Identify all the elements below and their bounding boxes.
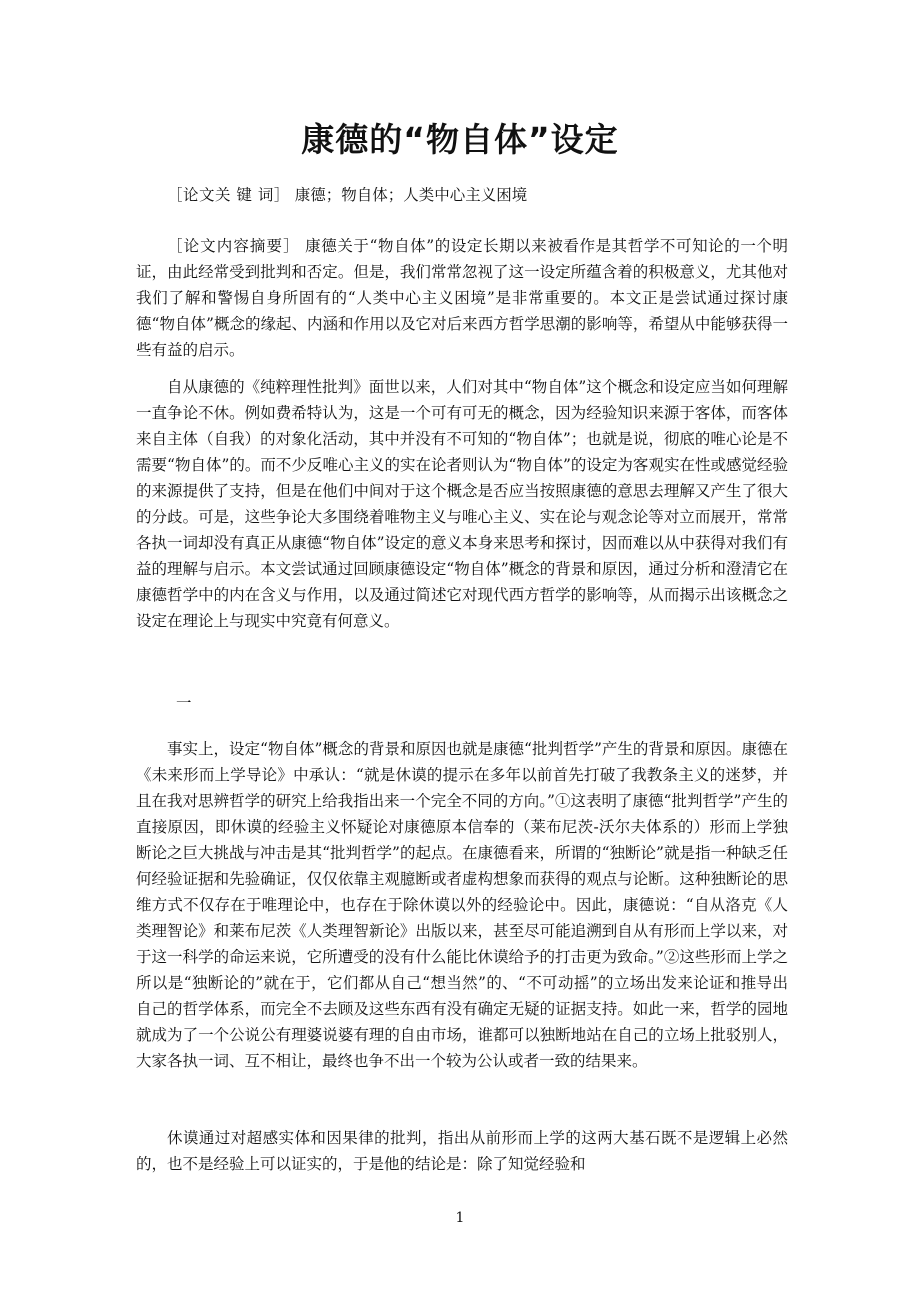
abstract-text: 康德关于“物自体”的设定长期以来被看作是其哲学不可知论的一个明证，由此经常受到批判和否定。但是，我们常常忽视了这一设定所蕴含着的积极意义，尤其他对我们了解和警惕自身所固有的“人类中心主义困境”是非常重要的。本文正是尝试通过探讨康德“物自体”概念的缘起、内涵和作用以及它对后来西方哲学思潮的影响等，希望从中能够获得一些有益的启示。 (136, 237, 788, 359)
keywords-line (136, 182, 788, 208)
keywords-label: ［论文关 键 词］ (167, 186, 290, 204)
body-paragraph-2: 事实上，设定“物自体”概念的背景和原因也就是康德“批判哲学”产生的背景和原因。康德在《未来形而上学导论》中承认：“就是休谟的提示在多年以前首先打破了我教条主义的迷梦，并且在我对思辨哲学的研究上给我指出来一个完全不同的方向。”①这表明了康德“批判哲学”产生的直接原因，即休谟的经验主义怀疑论对康德原本信奉的（莱布尼茨-沃尔夫体系的）形而上学独断论之巨大挑战与冲击是其“批判哲学”的起点。在康德看来，所谓的“独断论”就是指一种缺乏任何经验证据和先验确证，仅仅依靠主观臆断或者虚构想象而获得的观点与论断。这种独断论的思维方式不仅存在于唯理论中，也存在于除休谟以外的经验论中。因此，康德说：“自从洛克《人类理智论》和莱布尼茨《人类理智新论》出版以来，甚至尽可能追溯到自从有形而上学以来，对于这一科学的命运来说，它所遭受的没有什么能比休谟给予的打击更为致命。”②这些形而上学之所以是“独断论的”就在于，它们都从自己“想当然”的、“不可动摇”的立场出发来论证和推导出自己的哲学体系，而完全不去顾及这些东西有没有确定无疑的证据支持。如此一来，哲学的园地就成为了一个公说公有理婆说婆有理的自由市场，谁都可以独断地站在自己的立场上批驳别人，大家各执一词、互不相让，最终也争不出一个较为公认或者一致的结果来。 (136, 740, 788, 1070)
body-paragraph-1: 自从康德的《纯粹理性批判》面世以来，人们对其中“物自体”这个概念和设定应当如何理解一直争论不休。例如费希特认为，这是一个可有可无的概念，因为经验知识来源于客体，而客体来自主体（自我）的对象化活动，其中并没有不可知的“物自体”；也就是说，彻底的唯心论是不需要“物自体”的。而不少反唯心主义的实在论者则认为“物自体”的设定为客观实在性或感觉经验的来源提供了支持，但是在他们中间对于这个概念是否应当按照康德的意思去理解又产生了很大的分歧。可是，这些争论大多围绕着唯物主义与唯心主义、实在论与观念论等对立而展开，常常各执一词却没有真正从康德“物自体”设定的意义本身来思考和探讨，因而难以从中获得对我们有益的理解与启示。本文尝试通过回顾康德设定“物自体”概念的背景和原因，通过分析和澄清它在康德哲学中的内在含义与作用，以及通过简述它对现代西方哲学的影响等，从而揭示出该概念之设定在理论上与现实中究竟有何意义。 (136, 378, 788, 630)
keywords-text: 康德；物自体；人类中心主义困境 (289, 186, 528, 204)
page-number: 1 (455, 1210, 465, 1226)
document-title: 康德的“物自体”设定 (301, 120, 619, 159)
abstract-paragraph (136, 233, 788, 363)
body-paragraph-3: 休谟通过对超感实体和因果律的批判，指出从前形而上学的这两大基石既不是逻辑上必然的，也不是经验上可以证实的，于是他的结论是：除了知觉经验和 (136, 1129, 788, 1173)
section-number: 一 (176, 694, 192, 712)
abstract-label: ［论文内容摘要］ (167, 237, 300, 255)
